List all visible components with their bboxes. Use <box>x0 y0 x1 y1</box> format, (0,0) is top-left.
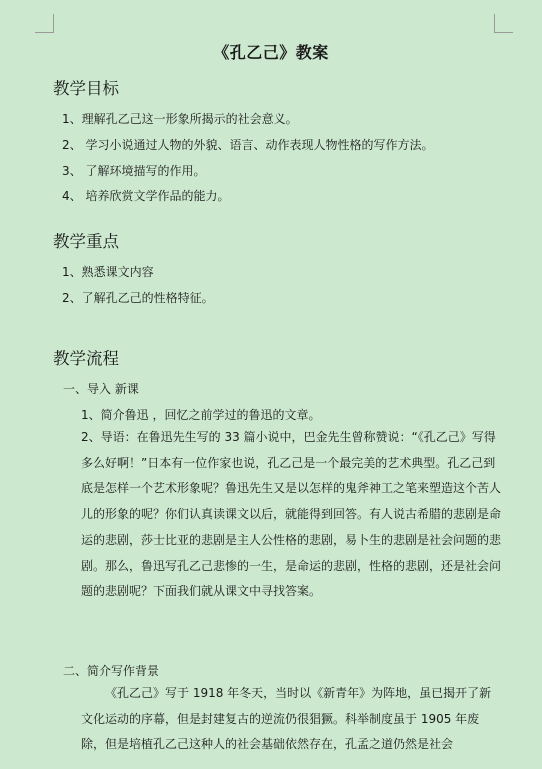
crop-mark-top-left <box>35 32 54 33</box>
goal-item: 1、理解孔乙己这一形象所揭示的社会意义。 <box>62 112 298 126</box>
background-paragraph: 《孔乙己》写于 1918 年冬天，当时以《新青年》为阵地，虽已揭开了新文化运动的序幕，但是封建复古的逆流仍很猖獗。科举制度虽于 1905 年废除，但是培植孔乙己这种人的社会基础依然存在，孔孟之道仍然是社会 <box>81 686 492 752</box>
process-paragraph: 2、导语：在鲁迅先生写的 33 篇小说中，巴金先生曾称赞说：“《孔乙己》写得多么好啊！”日本有一位作家也说，孔乙己是一个最完美的艺术典型。孔乙己到底是怎样一个艺术形象呢？鲁迅先生又是以怎样的鬼斧神工之笔来塑造这个苦人儿的形象的呢？你们认真读课文以后，就能得到回答。有人说古希腊的悲剧是命运的悲剧，莎士比亚的悲剧是主人公性格的悲剧，易卜生的悲剧是社会问题的悲剧。那么，鲁迅写孔乙己悲惨的一生，是命运的悲剧，性格的悲剧，还是社会问题的悲剧呢？下面我们就从课文中寻找答案。 <box>81 430 502 599</box>
goal-item: 3、 了解环境描写的作用。 <box>62 164 206 178</box>
focus-item: 1、熟悉课文内容 <box>62 265 154 279</box>
crop-mark-top-right <box>494 14 495 32</box>
document-title: 《孔乙己》教案 <box>213 43 329 62</box>
process-part-label: 一、导入 新课 <box>63 382 139 396</box>
process-part-label: 二、简介写作背景 <box>63 664 160 678</box>
section-heading-focus: 教学重点 <box>53 232 119 251</box>
section-heading-process: 教学流程 <box>53 349 119 368</box>
process-point: 1、简介鲁迅 ，回忆之前学过的鲁迅的文章。 <box>81 408 321 422</box>
crop-mark-top-right <box>494 32 513 33</box>
goal-item: 4、 培养欣赏文学作品的能力。 <box>62 189 230 203</box>
goal-item: 2、 学习小说通过人物的外貌、语言、动作表现人物性格的写作方法。 <box>62 138 434 152</box>
focus-item: 2、了解孔乙己的性格特征。 <box>62 291 214 305</box>
section-heading-goals: 教学目标 <box>53 79 119 98</box>
crop-mark-top-left <box>53 14 54 32</box>
